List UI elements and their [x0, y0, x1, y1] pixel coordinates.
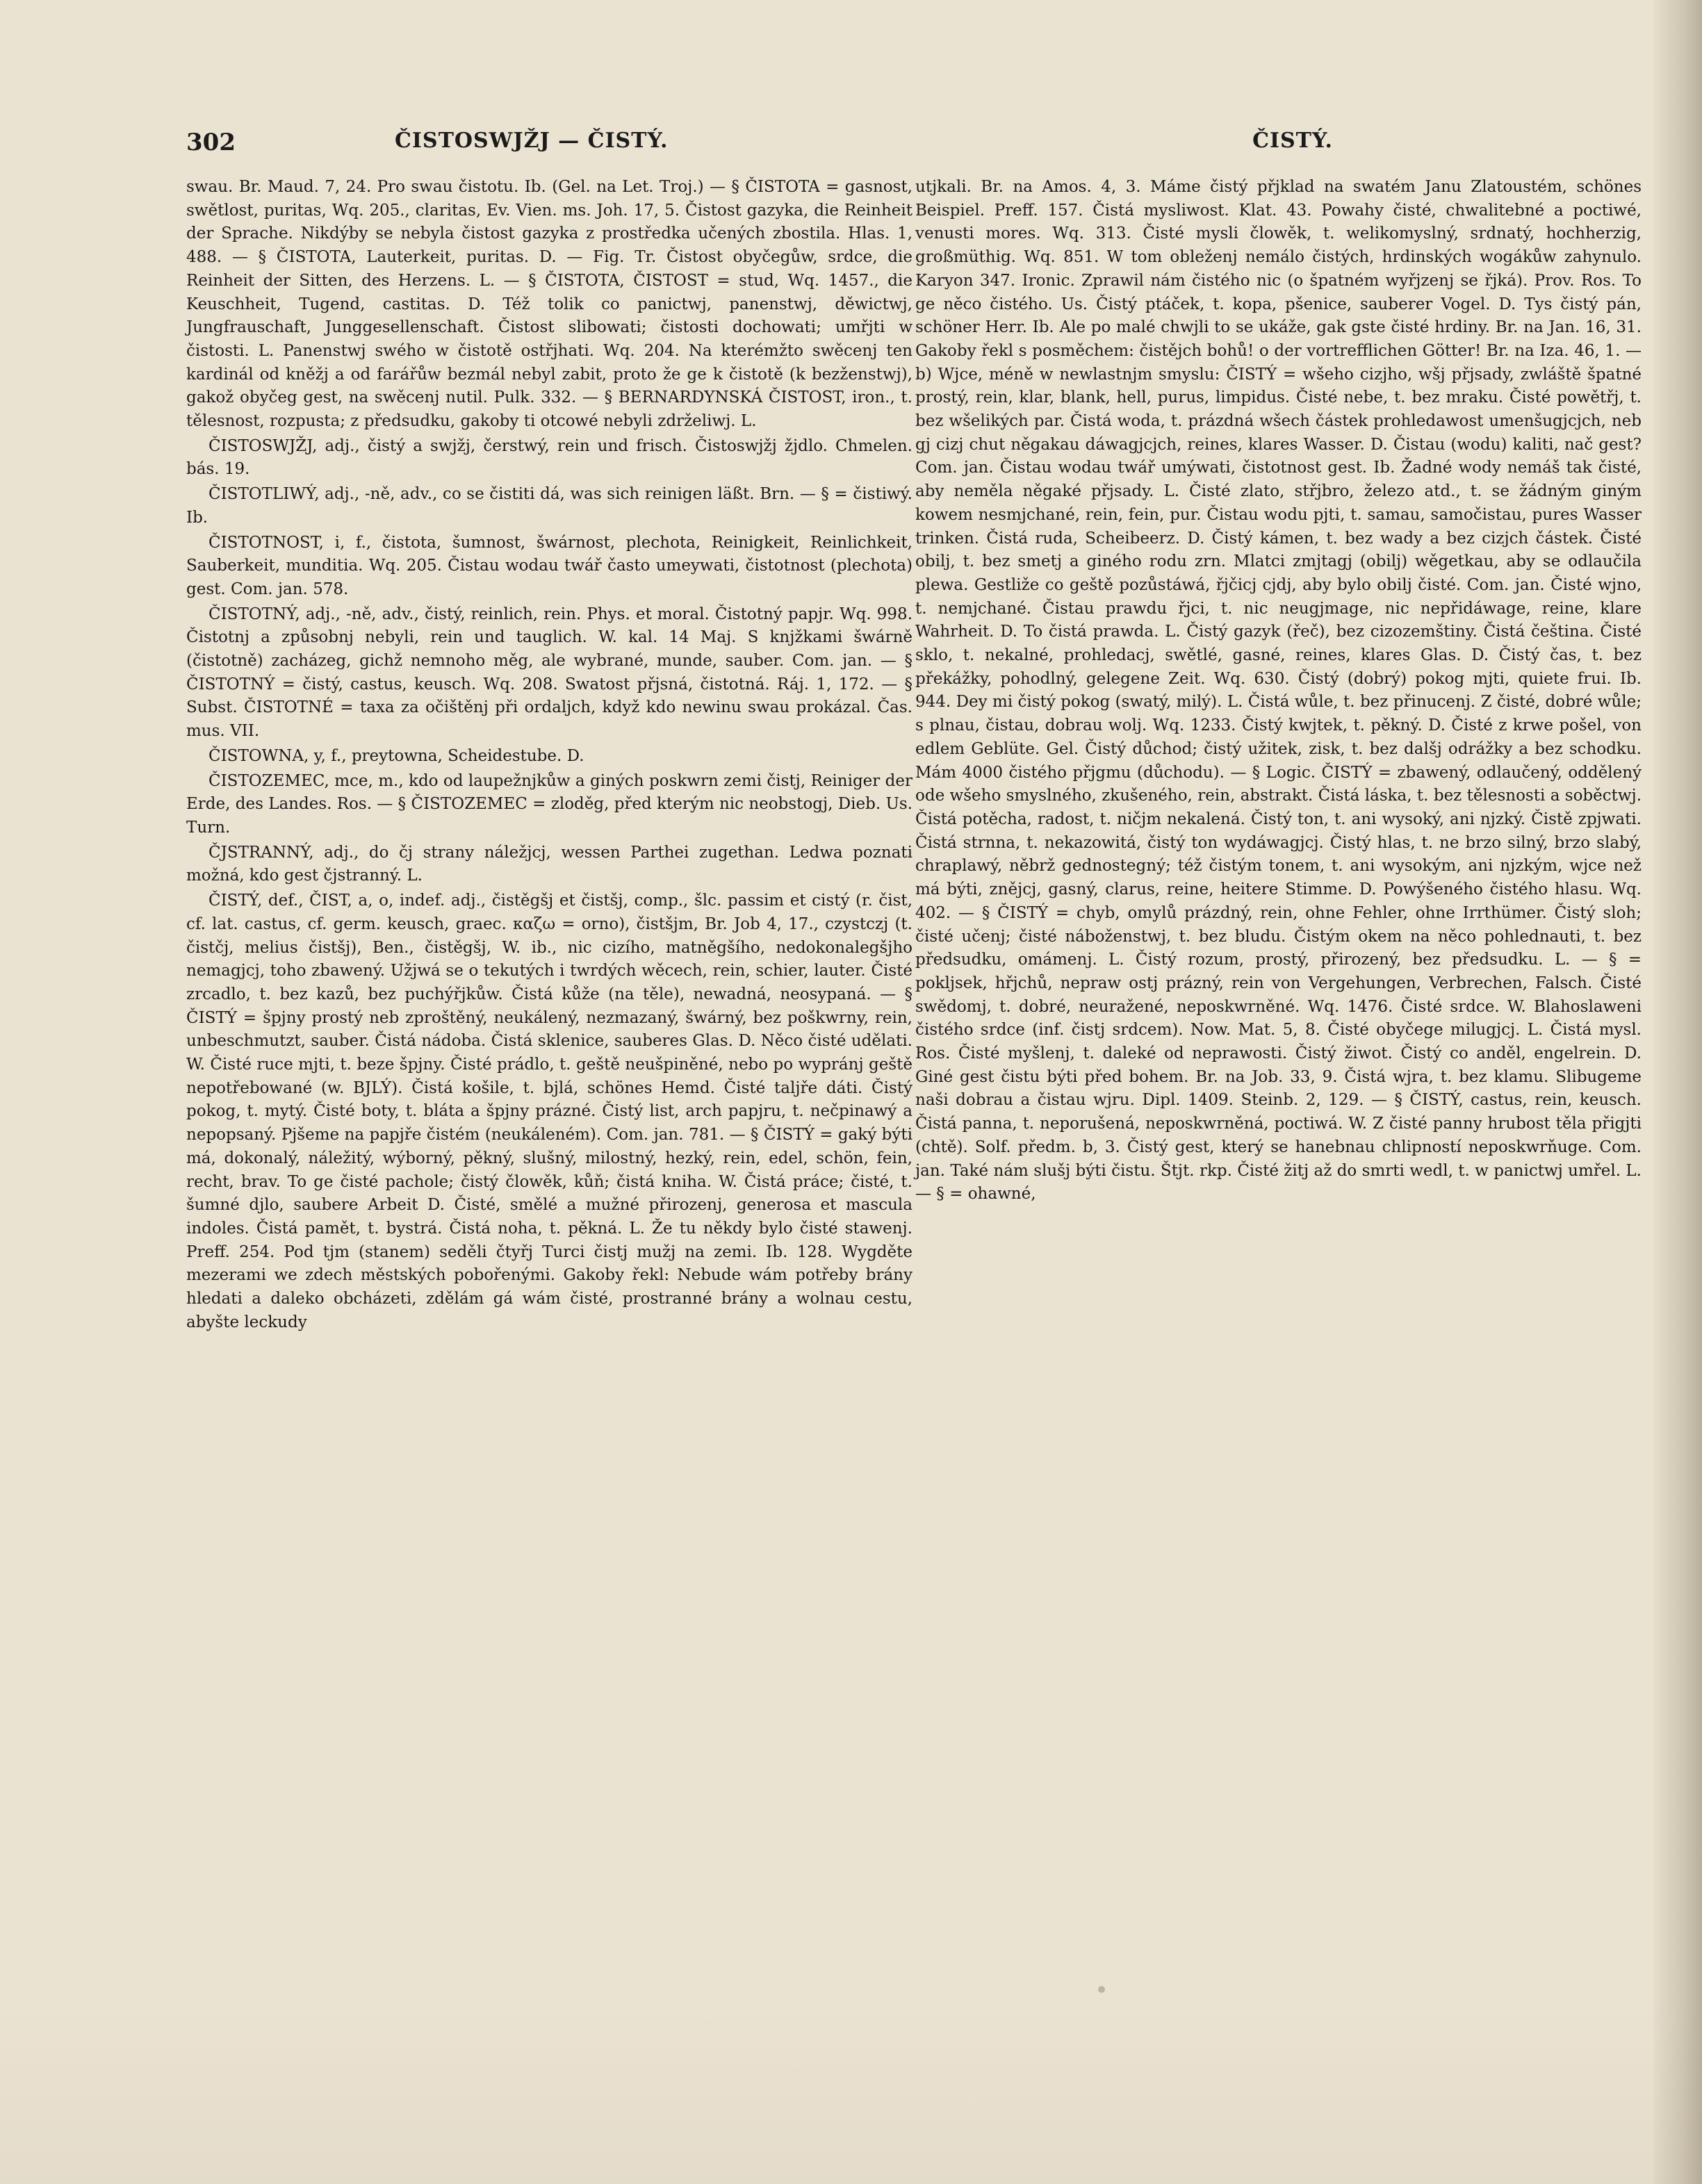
page-edge-shadow: [1653, 0, 1702, 2184]
entry-paragraph: ČISTOTNOST, i, f., čistota, šumnost, šwárnost, plechota, Reinigkeit, Reinlichkeit, Sauberkeit, munditia. Wq. 205. Čistau wodau twář často umeywati, čistotnost (plechota) gest. Com. jan. 578.: [186, 533, 913, 598]
entry-paragraph: ČISTOZEMEC, mce, m., kdo od laupežnjkůw a giných poskwrn zemi čistj, Reiniger der Erde, des Landes. Ros. — § ČISTOZEMEC = zloděg, před kterým nic neobstogj, Dieb. Us. Turn.: [186, 771, 913, 837]
right-running-head: ČISTÝ.: [1252, 129, 1333, 153]
ink-spot: [1098, 1986, 1105, 1993]
page-header: [186, 129, 1333, 156]
entry-paragraph: utjkali. Br. na Amos. 4, 3. Máme čistý přjklad na swatém Janu Zlatoustém, schönes Beispiel. Preff. 157. Čistá mysliwost. Klat. 43. Powahy čisté, chwalitebné a poctiwé, venusti mores. Wq. 313. Čisté mysli člowěk, t. welikomyslný, srdnatý, hochherzig, großmüthig. Wq. 851. W tom obleženj nemálo čistých, hrdinských wogákůw zahynulo. Karyon 347. Ironic. Zprawil nám čistého nic (o špatném wyřjzenj se řjká). Prov. Ros. To ge něco čistého. Us. Čistý ptáček, t. kopa, pšenice, sauberer Vogel. D. Tys čistý pán, schöner Herr. Ib. Ale po malé chwjli to se ukáže, gak gste čisté hrdiny. Br. na Jan. 16, 31. Gakoby řekl s posměchem: čistějch bohů! o der vortrefflichen Götter! Br. na Iza. 46, 1. — b) Wjce, méně w newlastnjm smyslu: ČISTÝ = wšeho cizjho, wšj přjsady, zwláště špatné prostý, rein, klar, blank, hell, purus, limpidus. Čisté nebe, t. bez mraku. Čisté powětřj, t. bez wšelikých par. Čistá woda, t. prázdná wšech částek prohledawost umenšugjcjch, neb gj cizj chut něgakau dáwagjcjch, reines, klares Wasser. D. Čistau (wodu) kaliti, nač gest? Com. jan. Čistau wodau twář umýwati, čistotnost gest. Ib. Žadné wody nemáš tak čisté, aby neměla něgaké přjsady. L. Čisté zlato, střjbro, železo atd., t. se žádným giným kowem nesmjchané, rein, fein, pur. Čistau wodu pjti, t. samau, samočistau, pures Wasser trinken. Čistá ruda, Scheibeerz. D. Čistý kámen, t. bez wady a bez cizjch částek. Čisté obilj, t. bez smetj a giného rodu zrn. Mlatci zmjtagj (obilj) wěgetkau, aby se odlaučila plewa. Gestliže co geště pozůstáwá, řjčicj cjdj, aby bylo obilj čisté. Com. jan. Čisté wjno, t. nemjchané. Čistau prawdu řjci, t. nic neugjmage, nic nepřidáwage, reine, klare Wahrheit. D. To čistá prawda. L. Čistý gazyk (řeč), bez cizozemštiny. Čistá čeština. Čisté sklo, t. nekalné, prohledacj, swětlé, gasné, reines, klares Glas. D. Čistý čas, t. bez překážky, pohodlný, gelegene Zeit. Wq. 630. Čistý (dobrý) pokog mjti, quiete frui. Ib. 944. Dey mi čistý pokog (swatý, milý). L. Čistá wůle, t. bez přinucenj. Z čisté, dobré wůle; s plnau, čistau, dobrau wolj. Wq. 1233. Čistý kwjtek, t. pěkný. D. Čisté z krwe pošel, von edlem Geblüte. Gel. Čistý důchod; čistý užitek, zisk, t. bez dalšj odrážky a bez schodku. Mám 4000 čistého přjgmu (důchodu). — § Logic. ČISTÝ = zbawený, odlaučený, oddělený ode wšeho smyslného, zkušeného, rein, abstrakt. Čistá láska, t. bez tělesnosti a soběctwj. Čistá potěcha, radost, t. ničjm nekalená. Čistý ton, t. ani wysoký, ani njzký. Čistě zpjwati. Čistá strnna, t. nekazowitá, čistý ton wydáwagjcj. Čistý hlas, t. ne brzo silný, brzo slabý, chraplawý, něbrž gednostegný; též čistým tonem, t. ani wysokým, ani njzkým, wjce než má býti, znějcj, gasný, clarus, reine, heitere Stimme. D. Powýšeného čistého hlasu. Wq. 402. — § ČISTÝ = chyb, omylů prázdný, rein, ohne Fehler, ohne Irrthümer. Čistý sloh; čisté učenj; čisté náboženstwj, t. bez bludu. Čistým okem na něco pohlednauti, t. bez předsudku, omámenj. L. Čistý rozum, prostý, přirozený, bez předsudku. L. — § = pokljsek, hřjchů, nepraw ostj prázný, rein von Vergehungen, Verbrechen, Falsch. Čisté swědomj, t. dobré, neuražené, neposkwrněné. Wq. 1476. Čisté srdce. W. Blahoslaweni čistého srdce (inf. čistj srdcem). Now. Mat. 5, 8. Čisté obyčege milugjcj. L. Čistá mysl. Ros. Čisté myšlenj, t. daleké od neprawosti. Čistý žiwot. Čistý co anděl, engelrein. D. Giné gest čistu býti před bohem. Br. na Job. 33, 9. Čistá wjra, t. bez klamu. Slibugeme naši dobrau a čistau wjru. Dipl. 1409. Steinb. 2, 129. — § ČISTÝ, castus, rein, keusch. Čistá panna, t. neporušená, neposkwrněná, poctiwá. W. Z čisté panny hrubost těla přigjti (chtě). Solf. předm. b, 3. Čistý gest, který se hanebnau chlipností neposkwrňuge. Com. jan. Také nám slušj býti čistu. Štjt. rkp. Čisté žitj až do smrti wedl, t. w panictwj umřel. L. — § = ohawné,: [915, 178, 1642, 1204]
entry-paragraph: swau. Br. Maud. 7, 24. Pro swau čistotu. Ib. (Gel. na Let. Troj.) — § ČISTOTA = gasnost, swětlost, puritas, Wq. 205., claritas, Ev. Vien. ms. Joh. 17, 5. Čistost gazyka, die Reinheit der Sprache. Nikdýby se nebyla čistost gazyka z prostředka učených zbostila. Hlas. 1, 488. — § ČISTOTA, Lauterkeit, puritas. D. — Fig. Tr. Čistost obyčegůw, srdce, die Reinheit der Sitten, des Herzens. L. — § ČISTOTA, ČISTOST = stud, Wq. 1457., die Keuschheit, Tugend, castitas. D. Též tolik co panictwj, panenstwj, děwictwj, Jungfrauschaft, Junggesellenschaft. Čistost slibowati; čistosti dochowati; umřjti w čistosti. L. Panenstwj swého w čistotě ostřjhati. Wq. 204. Na kterémžto swěcenj ten kardinál od kněžj a od farářůw bezmál nebyl zabit, proto že ge k čistotě (k bezženstwj), gakož obyčeg gest, na swěcenj nutil. Pulk. 332. — § BERNARDYNSKÁ ČISTOST, iron., t. tělesnost, rozpusta; z předsudku, gakoby ti otcowé nebyli zdrželiwj. L.: [186, 178, 913, 431]
entry-paragraph: ČISTOWNA, y, f., preytowna, Scheidestube. D.: [208, 746, 584, 765]
entry-paragraph: ČISTOTLIWÝ, adj., -ně, adv., co se čistiti dá, was sich reinigen läßt. Brn. — § = čistiwý. Ib.: [186, 485, 913, 527]
page-number: 302: [186, 129, 236, 156]
page-bottom-shade: [0, 2003, 1702, 2184]
entry-paragraph: ČISTOTNÝ, adj., -ně, adv., čistý, reinlich, rein. Phys. et moral. Čistotný papjr. Wq. 998. Čistotnj a způsobnj nebyli, rein und tauglich. W. kal. 14 Maj. S knjžkami šwárně (čistotně) zacházeg, gichž nemnoho měg, ale wybrané, munde, sauber. Com. jan. — § ČISTOTNÝ = čistý, castus, keusch. Wq. 208. Swatost přjsná, čistotná. Ráj. 1, 172. — § Subst. ČISTOTNÉ = taxa za očištěnj při ordaljch, když kdo newinu swau prokázal. Čas. mus. VII.: [186, 605, 913, 741]
right-column: [915, 176, 1642, 1208]
entry-paragraph: ČISTÝ, def., ČIST, a, o, indef. adj., čistěgšj et čistšj, comp., šlc. passim et cistý (r. čist, cf. lat. castus, cf. germ. keusch, graec. καζω = orno), čistšjm, Br. Job 4, 17., czystczj (t. čistčj, melius čistšj), Ben., čistěgšj, W. ib., nic cizího, matněgšího, nedokonalegšjho nemagjcj, toho zbawený. Užjwá se o tekutých i twrdých wěcech, rein, schier, lauter. Čisté zrcadlo, t. bez kazů, bez puchýřjkůw. Čistá kůže (na těle), newadná, neosypaná. — § ČISTÝ = špjny prostý neb zproštěný, neukálený, nezmazaný, šwárný, bez poškwrny, rein, unbeschmutzt, sauber. Čistá nádoba. Čistá sklenice, sauberes Glas. D. Něco čisté udělati. W. Čisté ruce mjti, t. beze špjny. Čisté prádlo, t. geště neušpiněné, nebo po wypránj geště nepotřebowané (w. BJLÝ). Čistá košile, t. bjlá, schönes Hemd. Čisté taljře dáti. Čistý pokog, t. mytý. Čisté boty, t. bláta a špjny prázné. Čistý list, arch papjru, t. nečpinawý a nepopsaný. Pjšeme na papjře čistém (neukáleném). Com. jan. 781. — § ČISTÝ = gaký býti má, dokonalý, náležitý, wýborný, pěkný, slušný, milostný, hezký, rein, edel, schön, fein, recht, brav. To ge čisté pachole; čistý člowěk, kůň; čistá kniha. W. Čistá práce; čisté, t. šumné djlo, saubere Arbeit D. Čisté, smělé a mužné přirozenj, generosa et mascula indoles. Čistá pamět, t. bystrá. Čistá noha, t. pěkná. L. Že tu někdy bylo čisté stawenj. Preff. 254. Pod tjm (stanem) seděli čtyřj Turci čistj mužj na zemi. Ib. 128. Wygděte mezerami we zdech městských pobořenými. Gakoby řekl: Nebude wám potřeby brány hledati a daleko obcházeti, zdělám gá wám čisté, prostranné brány a wolnau cestu, abyšte leckudy: [186, 892, 913, 1331]
entry-paragraph: ČJSTRANNÝ, adj., do čj strany náležjcj, wessen Parthei zugethan. Ledwa poznati možná, kdo gest čjstranný. L.: [186, 843, 913, 885]
left-running-head: ČISTOSWJŽJ — ČISTÝ.: [395, 129, 669, 153]
left-column: [186, 176, 913, 1336]
entry-paragraph: ČISTOSWJŽJ, adj., čistý a swjžj, čerstwý, rein und frisch. Čistoswjžj žjdlo. Chmelen. bás. 19.: [186, 436, 913, 479]
